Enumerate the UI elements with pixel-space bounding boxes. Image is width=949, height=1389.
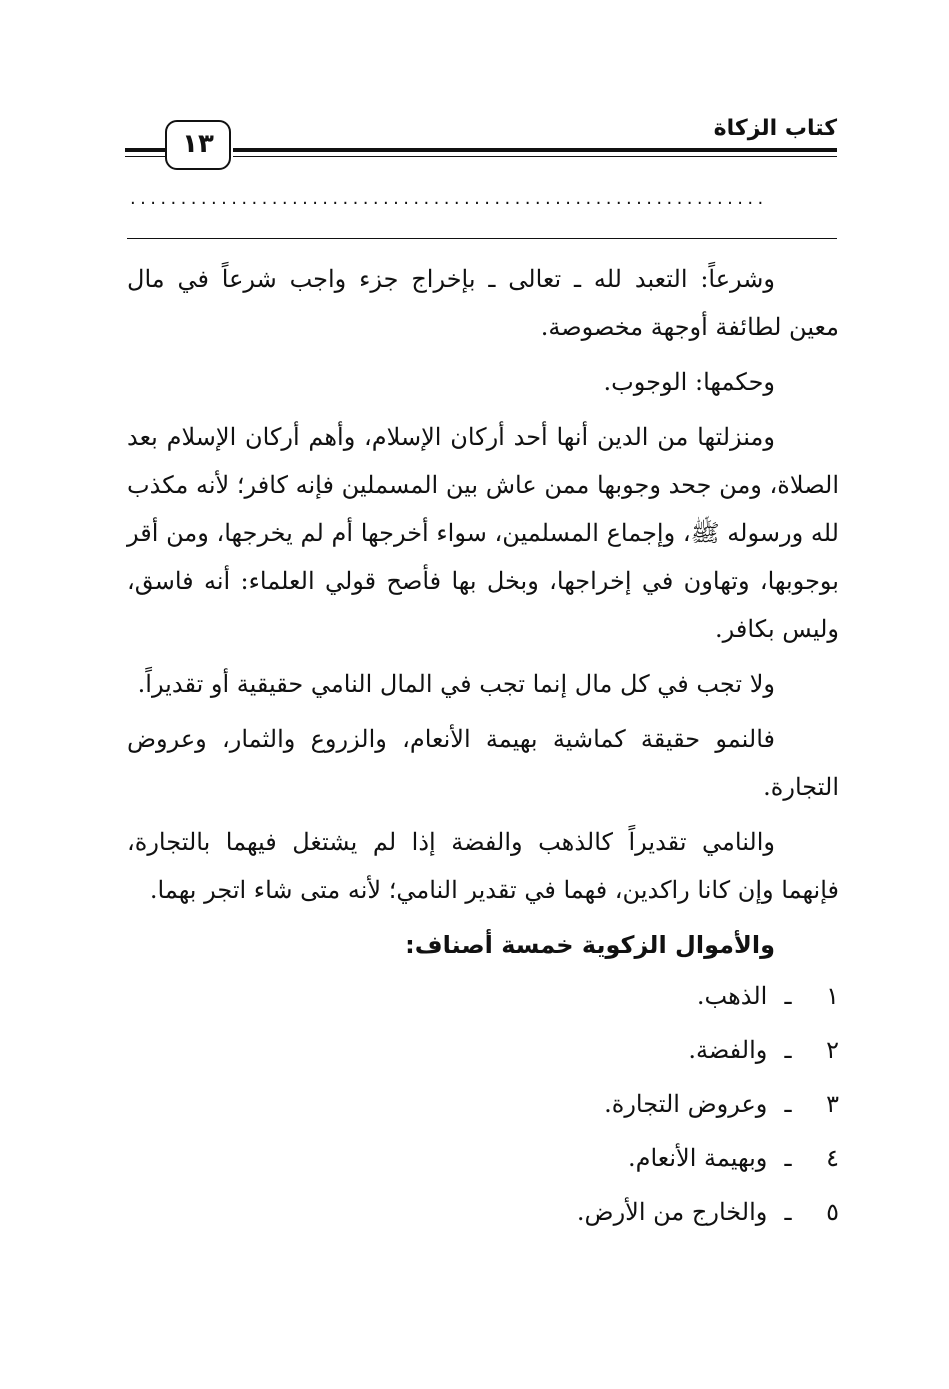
list-item-number: ٢: [826, 1036, 839, 1064]
list-item: [127, 1023, 839, 1077]
paragraph-ruling: وحكمها: الوجوب.: [603, 368, 775, 396]
page-header: [125, 110, 837, 170]
list-item-text: الذهب.: [696, 982, 768, 1010]
header-rule: [233, 148, 837, 152]
header-rule-left: [125, 148, 167, 152]
page-body: [127, 255, 839, 1239]
paragraph-actual-growth: فالنمو حقيقة كماشية بهيمة الأنعام، والزروع والثمار، وعروض التجارة.: [127, 725, 839, 801]
header-rule-left-thin: [125, 156, 167, 157]
list-item-text: وعروض التجارة.: [604, 1090, 768, 1118]
dotted-separator: ...............................................................: [130, 188, 768, 208]
list-heading: والأموال الزكوية خمسة أصناف:: [405, 931, 775, 959]
list-item: [127, 1077, 839, 1131]
list-item-text: والخارج من الأرض.: [576, 1198, 768, 1226]
list-item-number: ١: [826, 982, 839, 1010]
list-item-text: والفضة.: [688, 1036, 768, 1064]
paragraph-growing-wealth: ولا تجب في كل مال إنما تجب في المال النامي حقيقية أو تقديراً.: [137, 670, 775, 698]
paragraph-definition: وشرعاً: التعبد لله ـ تعالى ـ بإخراج جزء واجب شرعاً في مال معين لطائفة أوجهة مخصوصة.: [127, 265, 839, 341]
list-item-text: وبهيمة الأنعام.: [628, 1144, 768, 1172]
list-item: [127, 1185, 839, 1239]
list-item-dash: ـ: [784, 982, 792, 1010]
list-item-dash: ـ: [784, 1198, 792, 1226]
list-item-number: ٤: [826, 1144, 839, 1172]
page-number: ١٣: [165, 120, 231, 170]
header-rule-thin: [233, 156, 837, 157]
list-item-number: ٥: [826, 1198, 839, 1226]
book-title: كتاب الزكاة: [713, 116, 837, 141]
separator-line: [127, 238, 837, 239]
list-item: [127, 969, 839, 1023]
paragraph-estimated-growth: والنامي تقديراً كالذهب والفضة إذا لم يشتغل فيهما بالتجارة، فإنهما وإن كانا راكدين، فهما في تقدير النامي؛ لأنه متى شاء اتجر بهما.: [127, 828, 839, 904]
list-item: [127, 1131, 839, 1185]
list-item-dash: ـ: [784, 1036, 792, 1064]
list-item-number: ٣: [826, 1090, 839, 1118]
zakat-categories-list: [127, 969, 839, 1239]
list-item-dash: ـ: [784, 1090, 792, 1118]
paragraph-status: ومنزلتها من الدين أنها أحد أركان الإسلام، وأهم أركان الإسلام بعد الصلاة، ومن جحد وجوبها ممن عاش بين المسملين فإنه كافر؛ لأنه مكذب لله ورسوله ﷺ، وإجماع المسلمين، سواء أخرجها أم لم يخرجها، ومن أقر بوجوبها، وتهاون في إخراجها، وبخل بها فأصح قولي العلماء: أنه فاسق، وليس بكافر.: [127, 423, 839, 643]
list-item-dash: ـ: [784, 1144, 792, 1172]
